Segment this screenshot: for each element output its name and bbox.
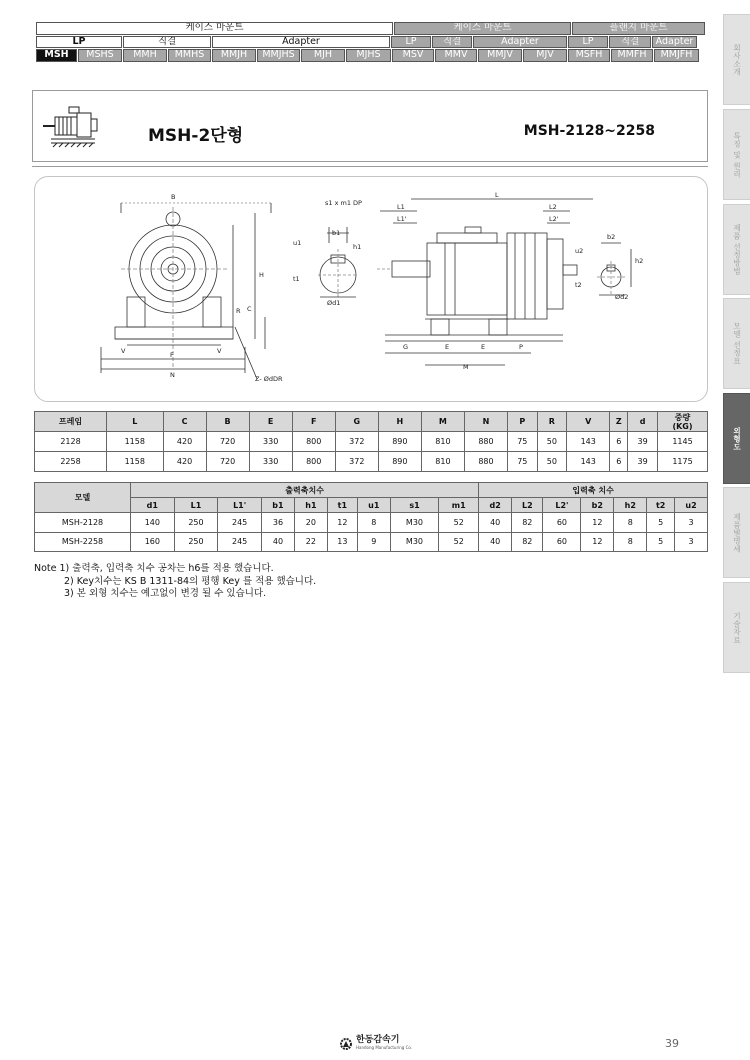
nav-model-mmjv[interactable]: MMJV [478, 49, 522, 62]
side-tab-label: 제품별명세 [732, 512, 742, 553]
company-logo [340, 1036, 412, 1052]
table-cell: 5 [647, 532, 675, 552]
table-cell: 36 [261, 513, 294, 533]
dim-label-t2: t2 [575, 281, 582, 289]
table-cell: 1158 [107, 452, 164, 472]
table-cell: 13 [327, 532, 357, 552]
side-tab-label: 제품 선정방법 [732, 224, 742, 275]
dim-label-n: N [170, 371, 175, 379]
table-cell: 82 [512, 532, 543, 552]
table-cell: 420 [163, 432, 206, 452]
model-range: MSH-2128~2258 [523, 123, 655, 139]
table-cell: 40 [261, 532, 294, 552]
table-cell: 52 [439, 532, 479, 552]
side-tab-label: 외형도 [732, 426, 742, 451]
table-cell: 8 [614, 532, 647, 552]
column-header: b1 [261, 498, 294, 513]
column-header: L2 [512, 498, 543, 513]
dim-label-h: H [259, 271, 264, 279]
table-header-row [35, 412, 708, 432]
nav-sub-lp-3[interactable]: LP [568, 36, 608, 49]
col-p: P [508, 412, 538, 432]
table-cell: 5 [647, 513, 675, 533]
dim-label-f: F [170, 351, 174, 359]
table-cell: 372 [335, 432, 378, 452]
nav-sub-direct-2[interactable]: 직결 [432, 36, 472, 49]
page-number: 39 [665, 1037, 679, 1050]
nav-model-msfh[interactable]: MSFH [568, 49, 610, 62]
side-tab-label: 회사소개 [732, 43, 742, 76]
table-cell: 890 [378, 452, 421, 472]
gear-logo-icon [340, 1038, 352, 1050]
nav-model-msv[interactable]: MSV [392, 49, 434, 62]
table-cell: 12 [581, 513, 614, 533]
column-header: u1 [357, 498, 390, 513]
table-cell: 143 [567, 452, 610, 472]
shaft-dimension-table [34, 482, 708, 552]
dim-label-m: M [463, 363, 469, 371]
dim-label-g: G [403, 343, 409, 351]
table-cell: 250 [174, 532, 218, 552]
col-h: H [378, 412, 421, 432]
side-tab-selection-method[interactable] [723, 204, 750, 295]
column-header: u2 [675, 498, 708, 513]
dim-label-b1: b1 [332, 229, 341, 237]
table-cell: 800 [292, 452, 335, 472]
note-3: 3) 본 외형 치수는 예고없이 변경 될 수 있습니다. [64, 588, 267, 599]
table-cell: 9 [357, 532, 390, 552]
dim-label-h1: h1 [353, 243, 362, 251]
nav-model-row [36, 49, 706, 62]
dim-label-p: P [519, 343, 523, 351]
table-cell: MSH-2258 [35, 532, 131, 552]
table-cell: 890 [378, 432, 421, 452]
model-title: MSH-2단형 [148, 126, 244, 146]
nav-model-mjv[interactable]: MJV [523, 49, 567, 62]
table-cell: 75 [508, 452, 538, 472]
col-weight: 중량 (KG) [658, 412, 708, 432]
column-header: h1 [294, 498, 327, 513]
model-navigation [36, 22, 706, 63]
table-cell: 330 [249, 452, 292, 472]
nav-model-mmjfh[interactable]: MMJFH [654, 49, 699, 62]
nav-group-case-mount-2[interactable]: 케이스 마운트 [394, 22, 571, 35]
dim-label-z: Z- ØdDR [255, 375, 283, 383]
side-tab-technical[interactable] [723, 582, 750, 673]
company-name: 한동감속기 [356, 1035, 400, 1045]
table-cell: 20 [294, 513, 327, 533]
nav-group-row [36, 22, 706, 35]
table-cell: 40 [479, 513, 512, 533]
dim-label-u1: u1 [293, 239, 302, 247]
col-model: 모델 [35, 483, 131, 513]
table-cell: 75 [508, 432, 538, 452]
col-c: C [163, 412, 206, 432]
dim-label-c: C [247, 305, 252, 313]
nav-model-mmhs[interactable]: MMHS [168, 49, 211, 62]
table-cell: 8 [357, 513, 390, 533]
side-tab-label: 기술자료 [732, 611, 742, 644]
group-input-shaft: 입력축 치수 [479, 483, 708, 498]
column-header: b2 [581, 498, 614, 513]
table-cell: M30 [390, 513, 439, 533]
table-cell: 2258 [35, 452, 107, 472]
table-cell: 3 [675, 513, 708, 533]
dim-label-l1-prime: L1' [397, 215, 407, 223]
column-header: s1 [390, 498, 439, 513]
table-cell: 6 [610, 452, 628, 472]
table-cell: 12 [581, 532, 614, 552]
side-tab-outline[interactable] [723, 393, 750, 484]
table-row [35, 513, 708, 533]
side-tab-model-table[interactable] [723, 298, 750, 389]
side-tab-spec[interactable] [723, 487, 750, 578]
nav-sub-direct-3[interactable]: 직결 [609, 36, 651, 49]
dim-label-e-1: E [445, 343, 450, 351]
dim-label-l2: L2 [549, 203, 557, 211]
dim-label-r: R [236, 307, 241, 315]
outline-drawing-svg [35, 177, 709, 403]
table-cell: 50 [537, 452, 567, 472]
table-cell: 82 [512, 513, 543, 533]
dim-label-b: B [171, 193, 176, 201]
dim-label-e-2: E [481, 343, 486, 351]
dim-label-v-left: V [121, 347, 126, 355]
nav-model-mshs[interactable]: MSHS [78, 49, 122, 62]
table-cell: 330 [249, 432, 292, 452]
table-cell: 40 [479, 532, 512, 552]
group-output-shaft: 출력축치수 [131, 483, 479, 498]
table-cell: 880 [464, 432, 507, 452]
table-cell: 1175 [658, 452, 708, 472]
dim-label-b2: b2 [607, 233, 616, 241]
nav-model-mmh[interactable]: MMH [123, 49, 167, 62]
table-cell: 880 [464, 452, 507, 472]
nav-sub-adapter-3[interactable]: Adapter [652, 36, 697, 49]
table-cell: 39 [628, 432, 658, 452]
col-d: d [628, 412, 658, 432]
side-tab-label: 특징 및 원리 [732, 131, 742, 178]
table-cell: 420 [163, 452, 206, 472]
dim-label-l1: L1 [397, 203, 405, 211]
table-header-row [35, 498, 708, 513]
note-2: 2) Key치수는 KS B 1311-84의 평행 Key 를 적용 했습니다. [64, 575, 317, 587]
side-tab-features[interactable] [723, 109, 750, 200]
table-cell: 1145 [658, 432, 708, 452]
table-cell: 372 [335, 452, 378, 472]
dim-label-h2: h2 [635, 257, 644, 265]
nav-model-mjhs[interactable]: MJHS [346, 49, 391, 62]
table-cell: 52 [439, 513, 479, 533]
dim-label-l2-prime: L2' [549, 215, 559, 223]
nav-model-mjh[interactable]: MJH [301, 49, 345, 62]
column-header: L1 [174, 498, 218, 513]
column-header: h2 [614, 498, 647, 513]
notes [34, 563, 316, 601]
nav-group-case-mount-1[interactable]: 케이스 마운트 [36, 22, 393, 35]
table-cell: 140 [131, 513, 175, 533]
column-header: d1 [131, 498, 175, 513]
table-row [35, 452, 708, 472]
dim-label-d1: Ød1 [327, 299, 341, 307]
col-m: M [421, 412, 464, 432]
side-tab-label: 모델 선정표 [732, 322, 742, 365]
table-cell: 245 [218, 532, 262, 552]
table-cell: 160 [131, 532, 175, 552]
nav-sub-direct-1[interactable]: 직결 [123, 36, 211, 49]
table-cell: 60 [543, 513, 581, 533]
table-cell: M30 [390, 532, 439, 552]
table-cell: 250 [174, 513, 218, 533]
col-g: G [335, 412, 378, 432]
table-cell: 1158 [107, 432, 164, 452]
table-group-header-row [35, 483, 708, 498]
table-cell: 50 [537, 432, 567, 452]
divider [32, 166, 708, 167]
col-f: F [292, 412, 335, 432]
dim-label-t1: t1 [293, 275, 300, 283]
column-header: d2 [479, 498, 512, 513]
col-frame: 프레임 [35, 412, 107, 432]
nav-sub-adapter-1[interactable]: Adapter [212, 36, 390, 49]
table-cell: 810 [421, 432, 464, 452]
col-r: R [537, 412, 567, 432]
dim-label-d2: Ød2 [615, 293, 629, 301]
table-cell: 22 [294, 532, 327, 552]
frame-spec-table [34, 411, 708, 472]
col-l: L [107, 412, 164, 432]
nav-group-flange-mount[interactable]: 플랜지 마운트 [572, 22, 705, 35]
spec-table-body [35, 432, 708, 472]
col-n: N [464, 412, 507, 432]
gear-motor-icon [41, 101, 103, 153]
dim-label-s1: s1 x m1 DP [325, 199, 362, 207]
column-header: t1 [327, 498, 357, 513]
note-1: Note 1) 출력축, 입력축 치수 공차는 h6를 적용 했습니다. [34, 563, 274, 574]
table-cell: 2128 [35, 432, 107, 452]
dim-label-u2: u2 [575, 247, 584, 255]
table-cell: 245 [218, 513, 262, 533]
table-cell: 720 [206, 452, 249, 472]
nav-model-mmfh[interactable]: MMFH [611, 49, 653, 62]
table-cell: 143 [567, 432, 610, 452]
nav-model-mmjhs[interactable]: MMJHS [257, 49, 300, 62]
header-panel [32, 90, 708, 162]
table-cell: 6 [610, 432, 628, 452]
outline-drawing [34, 176, 708, 402]
nav-sub-row [36, 36, 706, 49]
dim-label-l: L [495, 191, 499, 199]
table-cell: MSH-2128 [35, 513, 131, 533]
column-header: t2 [647, 498, 675, 513]
table-cell: 720 [206, 432, 249, 452]
column-header: L2' [543, 498, 581, 513]
nav-sub-lp-2[interactable]: LP [391, 36, 431, 49]
col-b: B [206, 412, 249, 432]
table-row [35, 532, 708, 552]
table-row [35, 432, 708, 452]
col-z: Z [610, 412, 628, 432]
nav-sub-adapter-2[interactable]: Adapter [473, 36, 567, 49]
table-cell: 60 [543, 532, 581, 552]
column-header: m1 [439, 498, 479, 513]
column-header: L1' [218, 498, 262, 513]
table-cell: 12 [327, 513, 357, 533]
nav-model-msh[interactable]: MSH [36, 49, 77, 62]
table-cell: 800 [292, 432, 335, 452]
col-e: E [249, 412, 292, 432]
nav-model-mmjh[interactable]: MMJH [212, 49, 256, 62]
table-cell: 39 [628, 452, 658, 472]
dim-label-v-right: V [217, 347, 222, 355]
col-v: V [567, 412, 610, 432]
nav-sub-lp-1[interactable]: LP [36, 36, 122, 49]
table-cell: 810 [421, 452, 464, 472]
dim-table-body [35, 513, 708, 552]
table-cell: 3 [675, 532, 708, 552]
side-tab-company[interactable] [723, 14, 750, 105]
nav-model-mmv[interactable]: MMV [435, 49, 477, 62]
company-name-en: Handong Manufacturing Co. [356, 1045, 413, 1050]
table-cell: 8 [614, 513, 647, 533]
